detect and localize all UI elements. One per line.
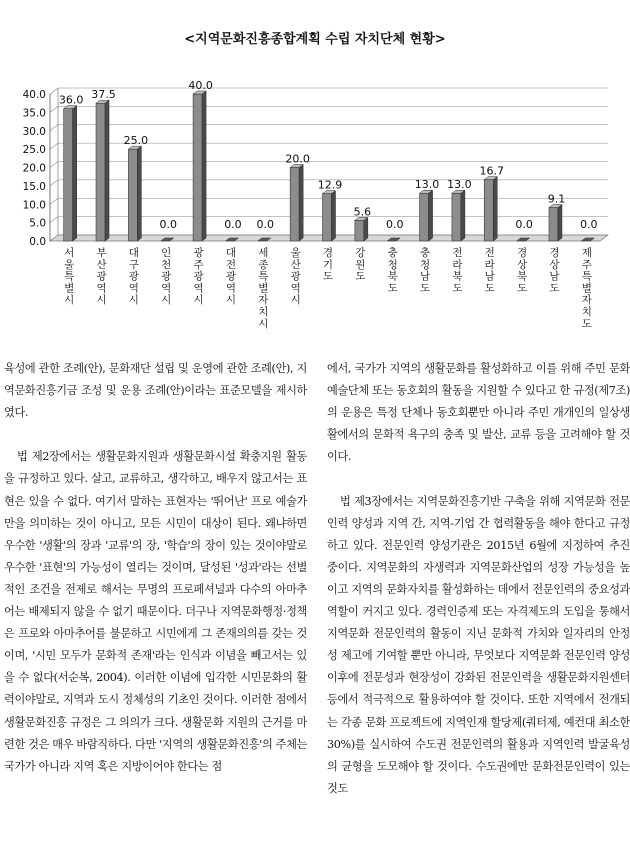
y-tick-label: 15.0 (22, 180, 46, 193)
bar (420, 193, 429, 241)
x-tick-label: 전 라 남 도 (484, 247, 495, 295)
data-label: 36.0 (58, 93, 84, 107)
bar-side (429, 190, 433, 241)
x-tick-label: 경 기 도 (322, 247, 334, 283)
bar (96, 103, 105, 241)
paragraph: 육성에 관한 조례(안), 문화재단 설립 및 운영에 관한 조례(안), 지역문화진흥기금 조성 및 운용 조례(안)이라는 표준모델을 제시하였다. (4, 362, 307, 420)
data-label: 0.0 (385, 218, 404, 231)
data-label: 12.9 (317, 178, 343, 192)
x-tick-label: 서 울 특 별 시 (64, 247, 75, 307)
gridline (50, 88, 58, 94)
data-label: 37.5 (91, 88, 116, 102)
bar (549, 208, 558, 241)
data-label: 25.0 (123, 134, 149, 148)
paragraph: 에서, 국가가 지역의 생활문화를 활성화하고 이를 위해 주민 문화예술단체 또는 동호회의 활동을 지원할 수 있다고 한 규정(제7조)의 운용은 특정 단체나 동호회뿐만 아니라 주민 개개인의 일상생활에서의 문화적 욕구의 충족 및 발산, 교류 등을 고려해야 할 것이다. (327, 362, 630, 464)
bar (452, 193, 461, 241)
bar (484, 180, 493, 241)
bar (290, 168, 299, 242)
data-label: 0.0 (515, 218, 533, 231)
bar (323, 194, 332, 241)
data-label: 0.0 (256, 218, 275, 231)
paragraph: 법 제2장에서는 생활문화지원과 생활문화시설 확충지원 활동을 규정하고 있다. 살고, 교류하고, 생각하고, 배우지 않고서는 표현은 있을 수 없다. 여기서 말하는 표현자는 '뛰어난' 프로 예술가만을 의미하는 것이 아니고, 모든 시민이 대상이 된다. 왜냐하면 우수한 '생활'의 장과 '교류'의 장, '학습'의 장이 있는 것이야말로 우수한 '표현'의 가능성이 열리는 것이며, 달성된 '성과'라는 선별적인 조건을 전제로 해서는 무명의 프로페셔널과 다수의 아마추어는 배제되지 않을 수 없기 때문이다. 더구나 지역문화행정·정책은 프로와 아마추어를 불문하고 시민에게 그 존재의의를 갖는 것이며, '시민 모두가 문화적 존재'라는 인식과 이념을 빼고서는 있을 수 없다(서순복, 2004). 이러한 이념에 입각한 시민문화의 활력이야말로, 지역과 도시 정체성의 기초인 것이다. 이러한 점에서 생활문화진흥 규정은 그 의의가 크다. 생활문화 지원의 근거를 마련한 것은 매우 바람직하다. 다만 '지역의 생활문화진흥'의 주체는 국가가 아니라 지역 혹은 지방이어야 한다는 점 (4, 450, 307, 773)
body-column-left (4, 358, 307, 778)
gridline (50, 125, 58, 131)
x-tick-label: 세 종 특 별 자 치 시 (258, 247, 269, 330)
bar-side (558, 205, 562, 241)
x-tick-label: 광 주 광 역 시 (193, 247, 204, 307)
bar-side (73, 106, 77, 241)
gridline (50, 143, 58, 149)
y-tick-label: 5.0 (29, 217, 46, 230)
bar-side (332, 191, 336, 241)
gridline (50, 106, 58, 112)
x-tick-label: 인 천 광 역 시 (161, 247, 172, 307)
x-tick-label: 울 산 광 역 시 (290, 247, 301, 307)
data-label: 16.7 (479, 164, 505, 178)
bar (355, 220, 364, 241)
x-tick-label: 충 청 남 도 (419, 247, 431, 295)
x-tick-label: 대 전 광 역 시 (225, 247, 237, 307)
paragraph: 법 제3장에서는 지역문화진흥기반 구축을 위해 지역문화 전문인력 양성과 지역 간, 지역-기업 간 협력활동을 해야 한다고 규정하고 있다. 전문인력 양성기관은 2015년 6월에 지정하여 추진 중이다. 지역문화의 자생력과 지역문화산업의 성장 가능성을 높이고 지역의 문화자치를 활성화하는 데에서 전문인력의 중요성과 역할이 커지고 있다. 경력인증제 또는 자격제도의 도입을 통해서 지역문화 전문인력의 활동이 지닌 문화적 가치와 일자리의 안정성 제고에 기여할 뿐만 아니라, 무엇보다 지역문화 전문인력 양성 이후에 전문성과 현장성이 강화된 전문인력을 생활문화지원센터 등에서 적극적으로 활용하여야 할 것이다. 또한 지역에서 전개되는 각종 문화 프로젝트에 지역인재 할당제(쿼터제, 예컨대 최소한 30%)를 실시하여 수도권 전문인력의 활용과 지역인력 발굴육성의 균형을 도모해야 할 것이다. 수도권에만 문화전문인력이 있는 것도 (327, 494, 630, 795)
data-label: 0.0 (159, 218, 177, 231)
data-label: 5.6 (353, 205, 372, 219)
gridline (50, 198, 58, 204)
data-label: 20.0 (285, 152, 310, 166)
y-tick-label: 0.0 (29, 236, 46, 248)
y-tick-label: 25.0 (22, 144, 46, 157)
data-label: 13.0 (414, 178, 440, 192)
bar-side (202, 91, 206, 241)
bar (128, 149, 137, 241)
x-tick-label: 충 청 북 도 (387, 247, 398, 295)
x-tick-label: 강 원 도 (355, 247, 366, 283)
bar-side (299, 165, 303, 242)
bar-side (364, 217, 368, 241)
gridline (50, 217, 58, 223)
bar (64, 109, 73, 241)
y-tick-label: 20.0 (22, 162, 46, 175)
y-tick-label: 10.0 (22, 199, 46, 212)
x-tick-label: 경 상 북 도 (517, 247, 528, 295)
x-tick-label: 전 라 북 도 (452, 247, 463, 295)
y-tick-label: 30.0 (22, 125, 46, 138)
data-label: 13.0 (447, 178, 472, 192)
data-label: 9.1 (547, 192, 566, 206)
x-tick-label: 제 주 특 별 자 치 도 (581, 247, 592, 330)
x-tick-label: 부 산 광 역 시 (96, 247, 107, 307)
gridline (50, 180, 58, 186)
chart-title: <지역문화진흥종합계획 수립 자치단체 현황> (184, 32, 446, 47)
data-label: 40.0 (188, 79, 213, 92)
bar (193, 94, 202, 241)
y-tick-label: 40.0 (22, 89, 46, 101)
bar-side (493, 177, 497, 241)
y-tick-label: 35.0 (22, 107, 46, 120)
data-label: 0.0 (580, 218, 598, 231)
bar-chart (0, 60, 630, 330)
bar-side (137, 146, 141, 241)
gridline (50, 162, 58, 168)
bar-side (105, 100, 109, 241)
data-label: 0.0 (224, 218, 242, 231)
x-tick-label: 대 구 광 역 시 (128, 247, 139, 307)
body-column-right (327, 358, 630, 800)
bar-side (461, 190, 465, 241)
x-tick-label: 경 상 남 도 (549, 247, 560, 295)
